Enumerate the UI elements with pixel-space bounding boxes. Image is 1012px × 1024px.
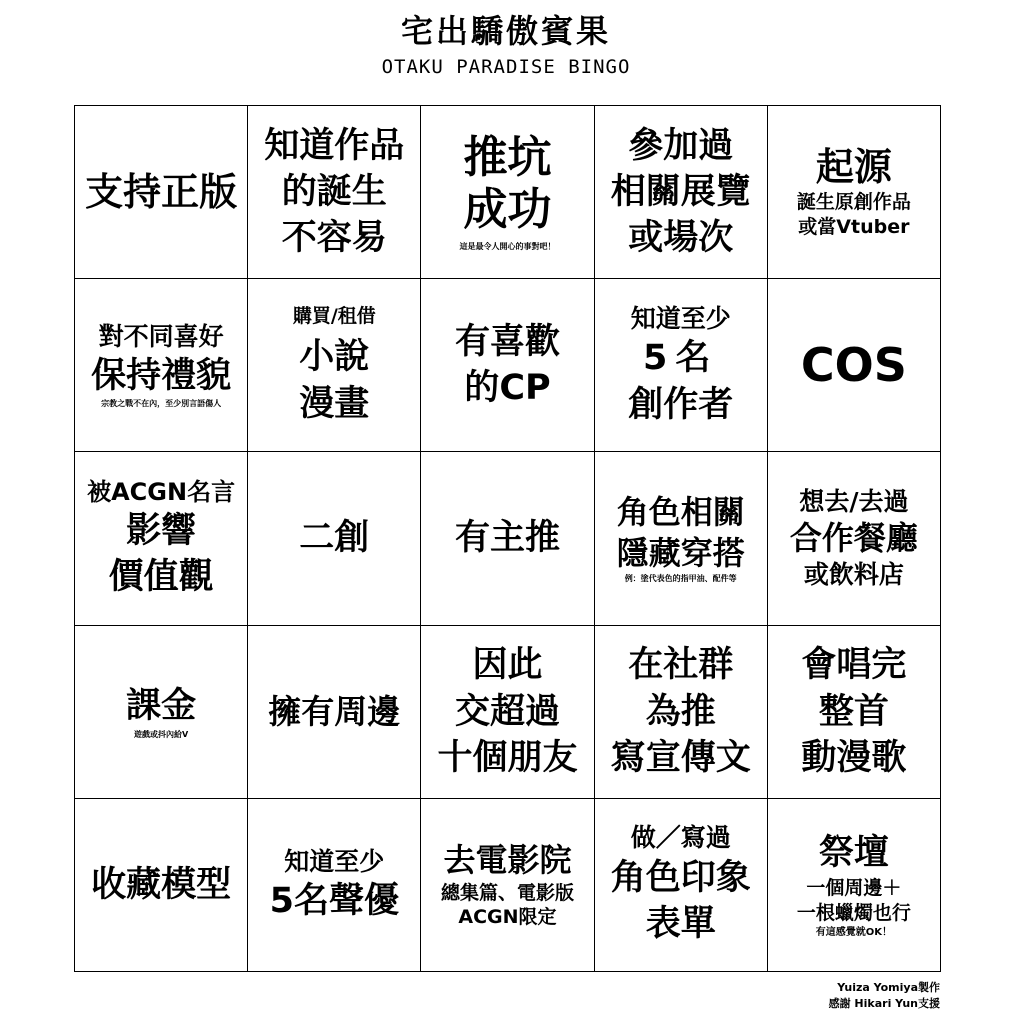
bingo-cell-r4c2[interactable] [248,626,421,799]
cell-text: 或場次 [628,218,734,259]
cell-text: 收藏模型 [91,864,232,905]
cell-text: 支持正版 [85,169,238,214]
bingo-cell-r5c3[interactable] [421,799,594,972]
cell-note: 有這感覺就OK！ [815,926,893,938]
cell-text: 價值觀 [108,557,214,598]
cell-text: 保持禮貌 [91,356,232,397]
cell-text: 知道至少 [284,846,385,876]
bingo-cell-r2c1[interactable] [75,279,248,452]
cell-text: 漫畫 [299,383,370,424]
bingo-cell-r2c3[interactable] [421,279,594,452]
cell-note: 這是最令人開心的事對吧！ [459,241,556,251]
bingo-cell-r2c5[interactable] [768,279,941,452]
bingo-cell-r5c5[interactable] [768,799,941,972]
bingo-cell-r3c2[interactable] [248,452,421,625]
bingo-cell-r1c1[interactable] [75,106,248,279]
cell-text: 角色相關 [616,493,745,532]
bingo-cell-r5c2[interactable] [248,799,421,972]
bingo-cell-r4c5[interactable] [768,626,941,799]
bingo-cell-r2c2[interactable] [248,279,421,452]
cell-text: 或飲料店 [803,559,904,589]
cell-text: 合作餐廳 [789,519,918,558]
bingo-grid [74,105,941,972]
cell-text: 被ACGN名言 [87,477,236,506]
cell-text: 5名聲優 [269,881,399,922]
bingo-cell-r4c1[interactable] [75,626,248,799]
cell-text: 動漫歌 [801,737,907,778]
cell-text: 在社群 [628,645,734,686]
cell-text: 對不同喜好 [98,321,224,351]
cell-text: 想去/去過 [799,486,909,516]
bingo-cell-r5c4[interactable] [595,799,768,972]
cell-text: 祭壇 [818,833,889,874]
cell-text: 角色印象 [610,857,751,898]
cell-text: 知道至少 [630,303,731,333]
cell-text: 整首 [818,691,889,732]
credit-thanks: 感謝 Hikari Yun支援 [828,996,940,1010]
cell-text: 知道作品 [264,125,405,166]
cell-text: 相關展覽 [610,172,751,212]
cell-text: 二創 [299,518,370,559]
page-subtitle: OTAKU PARADISE BINGO [381,56,631,78]
credit-author: Yuiza Yomiya製作 [837,981,940,994]
cell-text: 推坑 [463,131,552,183]
cell-text: COS [800,338,907,393]
cell-text: 課金 [126,686,197,727]
cell-text: 購買/租借 [292,304,376,327]
cell-text: 有主推 [454,518,560,559]
cell-text: 誕生原創作品 [796,190,911,213]
cell-text: 去電影院 [443,840,572,879]
cell-text: 為推 [645,691,716,732]
cell-text: 總集篇、電影版 [440,881,574,904]
cell-text: 表單 [645,904,716,945]
cell-text: 不容易 [281,218,387,259]
bingo-cell-r3c3[interactable] [421,452,594,625]
cell-text: 一根蠟燭也行 [796,901,911,924]
cell-text: 擁有周邊 [268,691,401,731]
bingo-cell-r3c5[interactable] [768,452,941,625]
cell-text: 寫宣傳文 [610,737,751,778]
cell-text: 一個周邊＋ [806,877,902,900]
cell-text: 參加過 [628,125,734,166]
cell-text: 創作者 [628,384,734,425]
cell-text: 會唱完 [801,645,907,686]
bingo-cell-r2c4[interactable] [595,279,768,452]
bingo-cell-r4c4[interactable] [595,626,768,799]
cell-text: 交超過 [454,691,560,732]
cell-text: 的誕生 [281,172,387,212]
bingo-cell-r1c5[interactable] [768,106,941,279]
bingo-cell-r3c4[interactable] [595,452,768,625]
cell-text: 小說 [299,337,370,378]
cell-text: 影響 [126,510,197,551]
cell-text: 或當Vtuber [798,215,910,238]
cell-text: ACGN限定 [458,906,557,929]
cell-text: 十個朋友 [437,737,578,778]
cell-note: 宗教之戰不在內，至少別言語傷人 [101,399,222,409]
cell-text: 的CP [464,368,551,409]
cell-text: 有喜歡 [454,322,560,363]
cell-text: 起源 [815,144,892,189]
cell-note: 例：塗代表色的指甲油、配件等 [624,574,737,584]
cell-text: 因此 [472,645,543,686]
bingo-cell-r3c1[interactable] [75,452,248,625]
page-title: 宅出驕傲賓果 [400,12,611,50]
bingo-cell-r1c2[interactable] [248,106,421,279]
bingo-cell-r1c3[interactable] [421,106,594,279]
cell-text: 成功 [463,183,552,235]
cell-text: 5名 [643,338,719,379]
bingo-cell-r5c1[interactable] [75,799,248,972]
credits [829,980,940,1012]
cell-text: 做／寫過 [630,823,731,853]
cell-note: 遊戲或抖內給V [133,729,189,739]
cell-text: 隱藏穿搭 [616,534,745,573]
bingo-cell-r1c4[interactable] [595,106,768,279]
bingo-cell-r4c3[interactable] [421,626,594,799]
